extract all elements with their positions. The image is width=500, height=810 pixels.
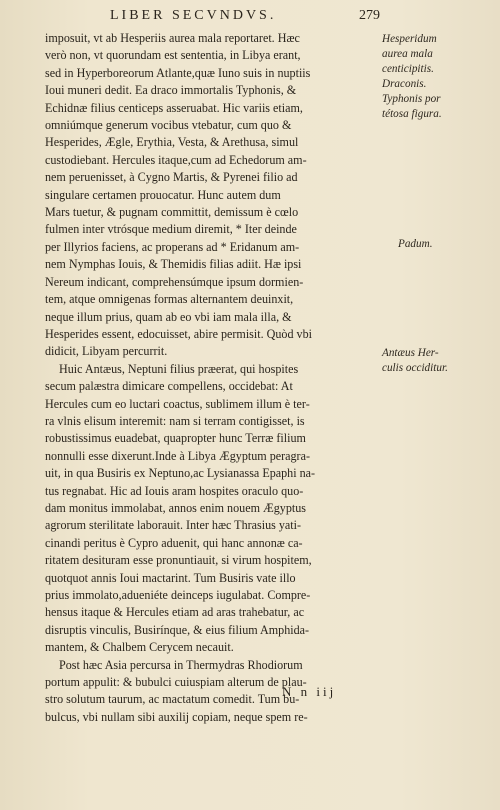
- text-line: Hercules cum eo luctari coactus, sublimem illum è ter-: [45, 396, 310, 411]
- margin-note-line: Draconis.: [382, 78, 427, 90]
- text-line: bulcus, vbi nullam sibi auxilij copiam, neque spem re-: [45, 709, 308, 724]
- text-line: ritatem desituram esse pronuntiauit, si virum hospitem,: [45, 553, 312, 568]
- page-number: 279: [359, 8, 380, 23]
- text-line: verò non, vt quorundam est sententia, in Libya erant,: [45, 48, 301, 63]
- text-line: Hesperides essent, edocuisset, abire permisit. Quòd vbi: [45, 326, 313, 341]
- text-line: agrorum sterilitate laborauit. Inter hæc Thrasius yati-: [45, 518, 302, 533]
- text-line: tem, atque omnigenas formas alternantem deuinxit,: [45, 292, 294, 307]
- text-line: Huic Antæus, Neptuni filius præerat, qui hospites: [59, 361, 299, 376]
- text-line: cinandi peritus è Cypro aduenit, qui hanc annonæ ca-: [45, 535, 303, 550]
- margin-note-line: Padum.: [398, 238, 433, 250]
- text-line: prius immolato,adueniéte deinceps iugulabat. Compre-: [45, 588, 311, 602]
- text-line: Nereum indicant, comprehensúmque ipsum dormien-: [45, 274, 304, 289]
- text-line: mantem, & Chalbem Cerycem necauit.: [45, 640, 234, 655]
- text-line: nem Nymphas Iouis, & Themidis filias adiit. Hæ ipsi: [45, 257, 302, 272]
- text-line: dam monitus immolabat, annos enim nouem Ægyptus: [45, 500, 307, 515]
- text-line: Echidnæ filius centiceps asseruabat. Hic variis etiam,: [45, 100, 303, 115]
- text-line: portum appulit: & bubulci cuiuspiam alterum de plau-: [45, 675, 307, 690]
- margin-note-hesperides: [382, 32, 494, 122]
- text-line: ra vlnis elisum interemit: nam si terram contigisset, is: [45, 413, 305, 428]
- text-line: per Illyrios faciens, ac properans ad * Eridanum am-: [45, 239, 300, 254]
- running-header: [110, 8, 380, 30]
- text-line: uit, in qua Busiris ex Neptuno,ac Lysianassa Epaphi na-: [45, 466, 316, 481]
- text-line: nem peruenisset, à Cygno Martis, & Pyrenei filio ad: [45, 170, 298, 185]
- text-line: didicit, Libyam percurrit.: [45, 344, 168, 359]
- text-line: secum palæstra dimicare compellens, occidebat: At: [45, 379, 293, 394]
- margin-note-line: aurea mala: [382, 48, 433, 60]
- text-line: disruptis vinculis, Busirínque, & eius filium Amphida-: [45, 622, 310, 637]
- main-text-column: [45, 30, 375, 726]
- margin-note-line: Typhonis por: [382, 93, 441, 105]
- running-title: LIBER SECVNDVS.: [110, 8, 277, 23]
- margin-note-line: centicipitis.: [382, 63, 434, 75]
- text-line: Ioui muneri dedit. Ea draco immortalis Typhonis, &: [45, 83, 297, 98]
- signature-mark: N n iij: [282, 684, 337, 699]
- text-line: tus regnabat. Hic ad Iouis aram hospites oraculo quo-: [45, 483, 304, 498]
- margin-note-line: Antæus Her-: [382, 347, 439, 359]
- margin-note-line: tétosa figura.: [382, 108, 442, 120]
- text-line: quotquot annis Ioui mactarint. Tum Busiris vate illo: [45, 570, 296, 585]
- text-line: imposuit, vt ab Hesperiis aurea mala reportaret. Hæc: [45, 31, 300, 45]
- margin-note-antaeus: [382, 346, 494, 376]
- text-line: Post hæc Asia percursa in Thermydras Rhodiorum: [59, 657, 303, 672]
- text-line: neque illum prius, quam ab eo vbi iam mala illa, &: [45, 309, 292, 324]
- text-line: omniúmque generum vocibus vtebatur, cum quo &: [45, 118, 292, 133]
- text-line: fulmen inter vtrósque medium diremit, * Iter deinde: [45, 222, 297, 237]
- text-line: custodiebant. Hercules itaque,cum ad Echedorum am-: [45, 152, 307, 167]
- text-line: singulare certamen prouocatur. Hunc autem dum: [45, 187, 281, 202]
- text-line: nonnulli esse dixerunt.Inde à Libya Ægyptum peragra-: [45, 448, 310, 463]
- text-line: robustissimus euadebat, quapropter hunc Terræ filium: [45, 431, 306, 446]
- text-line: Hesperides, Ægle, Erythia, Vesta, & Arethusa, simul: [45, 135, 299, 150]
- margin-note-line: culis occiditur.: [382, 362, 448, 374]
- text-line: stro solutum taurum, ac mactatum comedit. Tum bu-: [45, 692, 300, 707]
- text-line: Mars tuetur, & pugnam committit, demissum è cœlo: [45, 205, 299, 220]
- margin-note-line: Hesperidum: [382, 33, 437, 45]
- margin-note-padum: [398, 237, 500, 252]
- text-line: sed in Hyperboreorum Atlante,quæ Iuno suis in nuptiis: [45, 65, 311, 80]
- text-line: hensus itaque & Hercules etiam ad aras trahebatur, ac: [45, 605, 305, 620]
